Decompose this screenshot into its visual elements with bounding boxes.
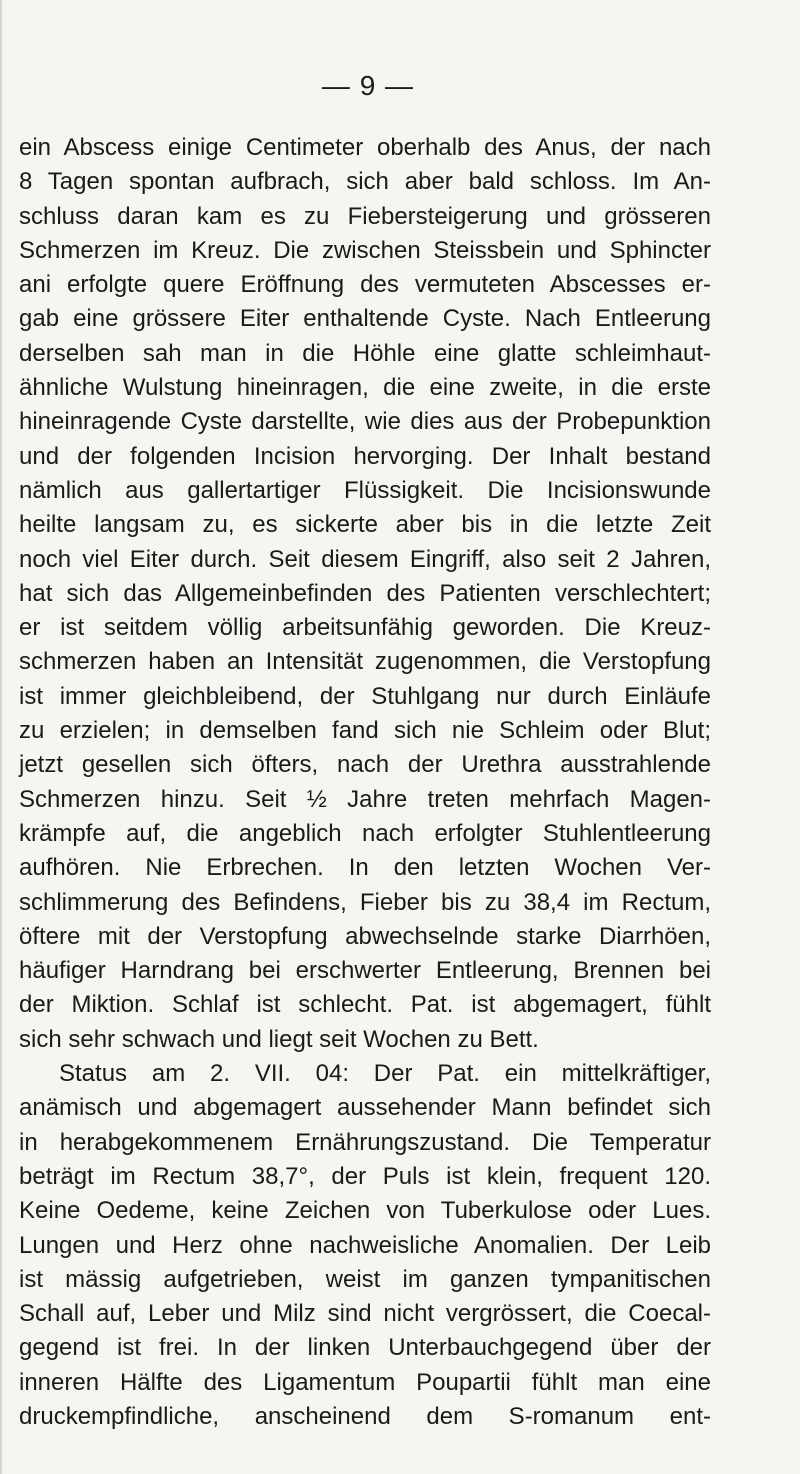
text-line: jetzt gesellen sich öfters, nach der Urethra ausstrahlende bbox=[19, 751, 711, 779]
text-line: ist immer gleichbleibend, der Stuhlgang nur durch Einläufe bbox=[19, 682, 711, 710]
text-line: sich sehr schwach und liegt seit Wochen zu Bett. bbox=[19, 1025, 539, 1053]
text-line: Schmerzen hinzu. Seit ½ Jahre treten mehrfach Magen- bbox=[19, 785, 711, 813]
text-line: und der folgenden Incision hervorging. Der Inhalt bestand bbox=[19, 442, 711, 470]
text-line: beträgt im Rectum 38,7°, der Puls ist klein, frequent 120. bbox=[19, 1162, 711, 1190]
text-line: ist mässig aufgetrieben, weist im ganzen tympanitischen bbox=[19, 1265, 711, 1293]
text-line: Schall auf, Leber und Milz sind nicht vergrössert, die Coecal- bbox=[19, 1300, 711, 1328]
text-line: ähnliche Wulstung hineinragen, die eine zweite, in die erste bbox=[19, 374, 711, 402]
text-line: schlimmerung des Befindens, Fieber bis zu 38,4 im Rectum, bbox=[19, 888, 711, 916]
text-line: druckempfindliche, anscheinend dem S-romanum ent- bbox=[19, 1402, 711, 1430]
text-line: Status am 2. VII. 04: Der Pat. ein mittelkräftiger, bbox=[59, 1060, 711, 1088]
text-line: heilte langsam zu, es sickerte aber bis in die letzte Zeit bbox=[19, 511, 711, 539]
text-line: krämpfe auf, die angeblich nach erfolgter Stuhlentleerung bbox=[19, 819, 711, 847]
text-line: häufiger Harndrang bei erschwerter Entleerung, Brennen bei bbox=[19, 957, 711, 985]
text-line: gegend ist frei. In der linken Unterbauchgegend über der bbox=[19, 1334, 711, 1362]
text-line: 8 Tagen spontan aufbrach, sich aber bald schloss. Im An- bbox=[19, 168, 711, 196]
text-line: schmerzen haben an Intensität zugenommen, die Verstopfung bbox=[19, 648, 711, 676]
text-line: Keine Oedeme, keine Zeichen von Tuberkulose oder Lues. bbox=[19, 1197, 711, 1225]
text-line: derselben sah man in die Höhle eine glatte schleimhaut- bbox=[19, 339, 711, 367]
text-line: Lungen und Herz ohne nachweisliche Anomalien. Der Leib bbox=[19, 1231, 711, 1259]
text-line: Schmerzen im Kreuz. Die zwischen Steissbein und Sphincter bbox=[19, 236, 711, 264]
text-line: inneren Hälfte des Ligamentum Poupartii fühlt man eine bbox=[19, 1368, 711, 1396]
text-line: der Miktion. Schlaf ist schlecht. Pat. ist abgemagert, fühlt bbox=[19, 991, 711, 1019]
text-line: zu erzielen; in demselben fand sich nie Schleim oder Blut; bbox=[19, 717, 711, 745]
text-line: ein Abscess einige Centimeter oberhalb des Anus, der nach bbox=[19, 134, 711, 161]
page-edge-shadow bbox=[0, 0, 3, 1474]
text-line: hineinragende Cyste darstellte, wie dies aus der Probepunktion bbox=[19, 408, 711, 436]
text-line: noch viel Eiter durch. Seit diesem Eingriff, also seit 2 Jahren, bbox=[19, 545, 711, 573]
text-line: er ist seitdem völlig arbeitsunfähig geworden. Die Kreuz- bbox=[19, 614, 711, 642]
page-number: — 9 — bbox=[321, 70, 415, 101]
text-line: ani erfolgte quere Eröffnung des vermuteten Abscesses er- bbox=[19, 271, 711, 299]
text-line: gab eine grössere Eiter enthaltende Cyste. Nach Entleerung bbox=[19, 305, 711, 333]
text-line: hat sich das Allgemeinbefinden des Patienten verschlechtert; bbox=[19, 579, 711, 607]
text-line: öftere mit der Verstopfung abwechselnde starke Diarrhöen, bbox=[19, 922, 711, 950]
text-line: aufhören. Nie Erbrechen. In den letzten Wochen Ver- bbox=[19, 854, 711, 882]
text-line: schluss daran kam es zu Fiebersteigerung und grösseren bbox=[19, 202, 711, 230]
text-line: nämlich aus gallertartiger Flüssigkeit. Die Incisionswunde bbox=[19, 476, 711, 504]
text-line: in herabgekommenem Ernährungszustand. Die Temperatur bbox=[19, 1128, 711, 1156]
text-line: anämisch und abgemagert aussehender Mann befindet sich bbox=[19, 1094, 711, 1122]
body-text bbox=[19, 131, 711, 1434]
